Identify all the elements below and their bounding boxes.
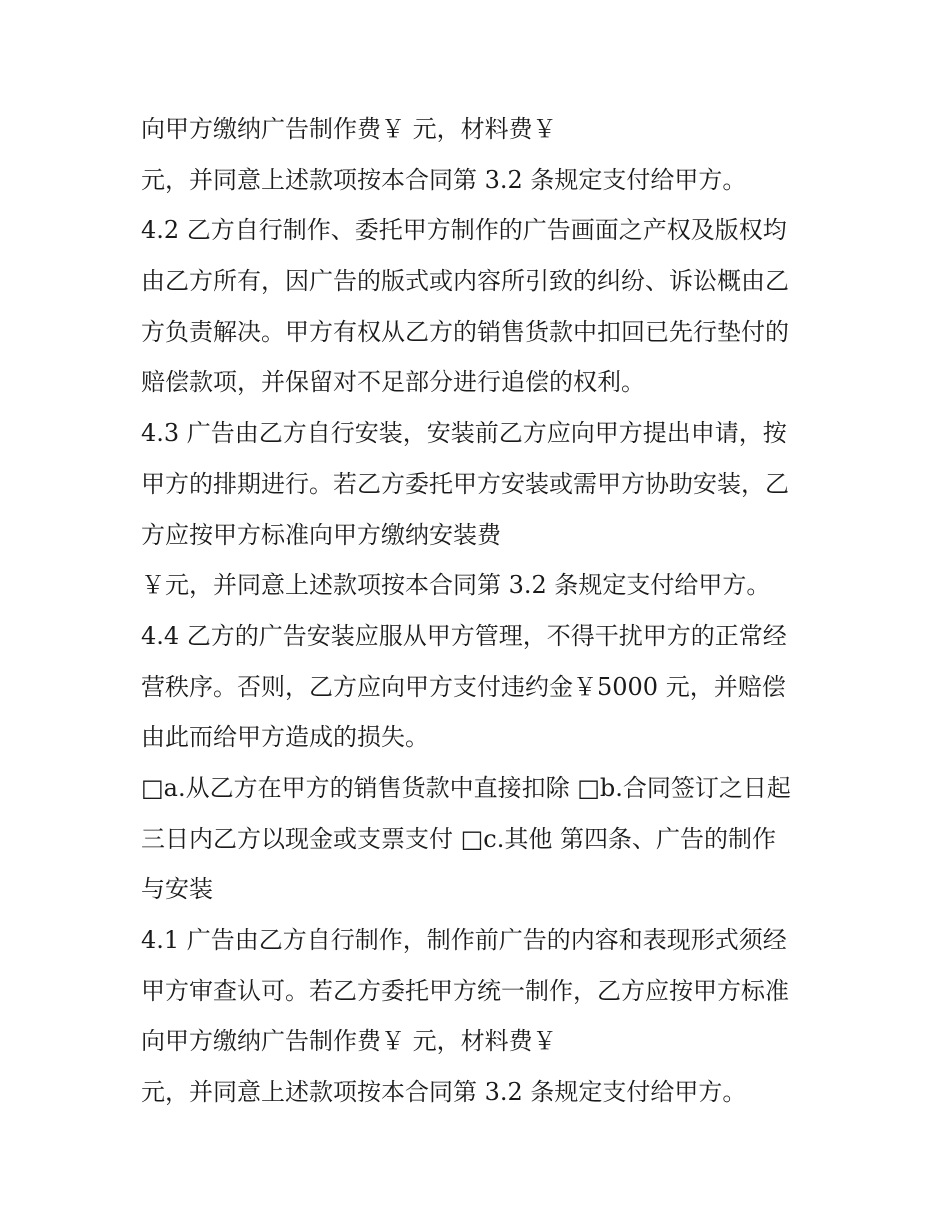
text-line: 4.2 乙方自行制作、委托甲方制作的广告画面之产权及版权均 <box>141 216 787 245</box>
text-line: 元，并同意上述款项按本合同第 3.2 条规定支付给甲方。 <box>141 165 747 194</box>
text-line: 甲方的排期进行。若乙方委托甲方安装或需甲方协助安装，乙 <box>141 469 789 498</box>
text-line: 4.3 广告由乙方自行安装，安装前乙方应向甲方提出申请，按 <box>141 419 787 448</box>
text-line: 元，并同意上述款项按本合同第 3.2 条规定支付给甲方。 <box>141 1078 747 1107</box>
text-line: 由此而给甲方造成的损失。 <box>141 723 429 752</box>
text-line: 4.4 乙方的广告安装应服从甲方管理，不得干扰甲方的正常经 <box>141 621 787 650</box>
checkbox-options-line: □a.从乙方在甲方的销售货款中直接扣除 □b.合同签订之日起 <box>141 773 791 802</box>
text-line: 营秩序。否则，乙方应向甲方支付违约金￥5000 元，并赔偿 <box>141 672 786 701</box>
text-line: 向甲方缴纳广告制作费￥ 元，材料费￥ <box>141 1027 557 1056</box>
text-line: 向甲方缴纳广告制作费￥ 元，材料费￥ <box>141 115 557 143</box>
text-line: ￥元，并同意上述款项按本合同第 3.2 条规定支付给甲方。 <box>141 571 771 600</box>
text-line: 方应按甲方标准向甲方缴纳安装费 <box>141 520 501 549</box>
checkbox-options-line: 三日内乙方以现金或支票支付 □c.其他 第四条、广告的制作 <box>141 824 777 853</box>
text-line: 4.1 广告由乙方自行制作，制作前广告的内容和表现形式须经 <box>141 926 787 954</box>
text-line: 甲方审查认可。若乙方委托甲方统一制作，乙方应按甲方标准 <box>141 976 789 1005</box>
text-line: 与安装 <box>141 875 213 904</box>
text-line: 方负责解决。甲方有权从乙方的销售货款中扣回已先行垫付的 <box>141 317 789 346</box>
text-line: 由乙方所有，因广告的版式或内容所引致的纠纷、诉讼概由乙 <box>141 267 789 296</box>
text-line: 赔偿款项，并保留对不足部分进行追偿的权利。 <box>141 368 645 397</box>
document-body <box>141 104 821 1118</box>
